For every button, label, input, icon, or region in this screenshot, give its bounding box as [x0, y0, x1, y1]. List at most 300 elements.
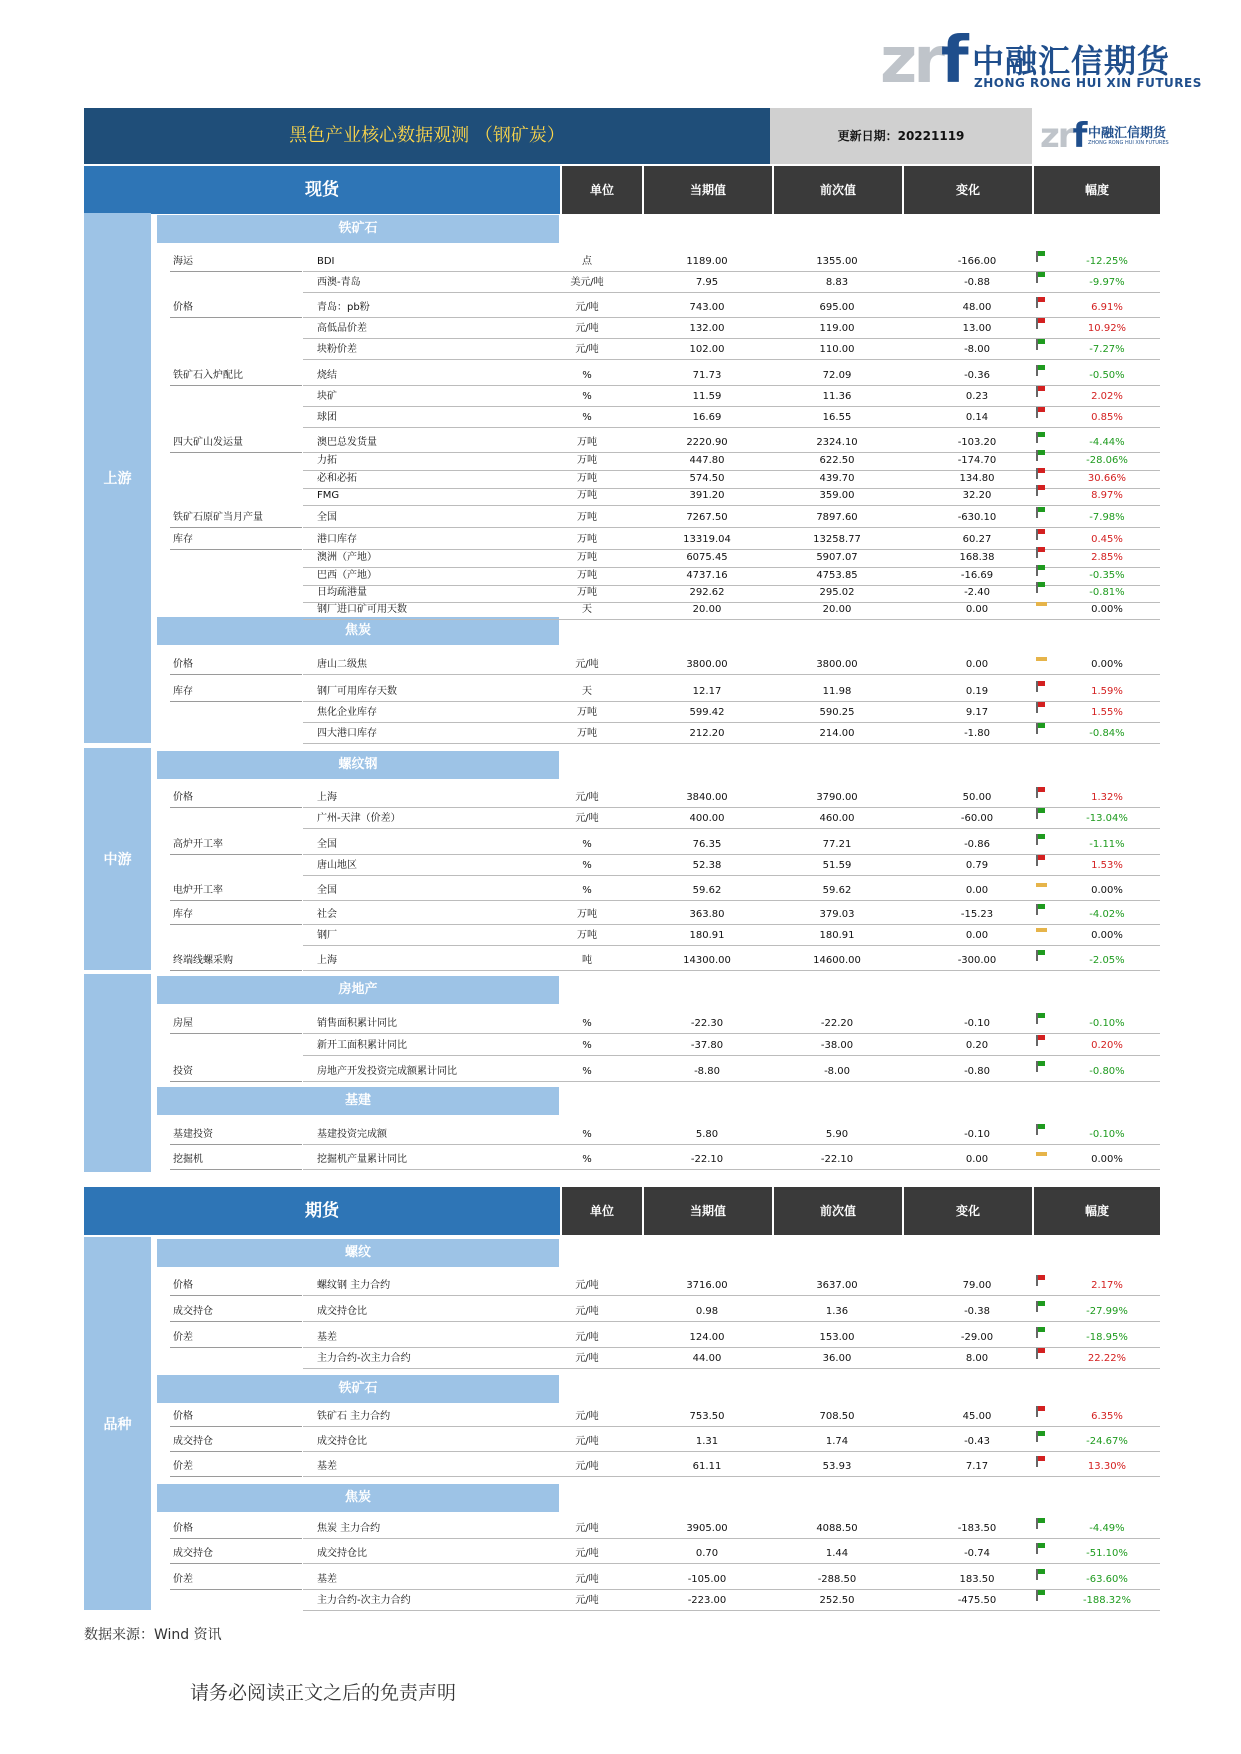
- flag-up-icon: [1036, 855, 1038, 866]
- flag-up-icon: [1036, 1275, 1038, 1286]
- table-row: [157, 787, 1160, 808]
- logo-en-name: ZHONG RONG HUI XIN FUTURES: [974, 76, 1202, 90]
- row-change: 0.19: [965, 686, 989, 697]
- row-change: -15.23: [960, 909, 994, 920]
- category-band: 铁矿石: [157, 215, 559, 243]
- category-underline: [170, 1538, 302, 1539]
- row-current-value: 16.69: [692, 412, 722, 423]
- flag-down-icon: [1036, 1543, 1038, 1554]
- row-pct: -12.25%: [1086, 256, 1128, 267]
- row-current-value: 132.00: [689, 323, 725, 334]
- row-unit: 元/吨: [575, 323, 599, 334]
- row-unit: 万吨: [577, 728, 597, 739]
- row-underline: [303, 1451, 1160, 1452]
- table-row: [157, 599, 1160, 620]
- row-item: 焦炭 主力合约: [317, 1523, 381, 1534]
- row-item: 螺纹钢 主力合约: [317, 1280, 391, 1291]
- row-underline: [303, 1144, 1160, 1145]
- row-pct: -9.97%: [1089, 277, 1125, 288]
- row-unit: 元/吨: [575, 659, 599, 670]
- row-unit: 元/吨: [575, 302, 599, 313]
- row-pct: -7.27%: [1089, 344, 1125, 355]
- category-band: 基建: [157, 1087, 559, 1115]
- small-logo-cn: 中融汇信期货: [1088, 126, 1167, 141]
- row-current-value: 743.00: [689, 302, 725, 313]
- category-band: 焦炭: [157, 617, 559, 645]
- table-row: [157, 507, 1160, 528]
- update-date: 更新日期：20221119: [770, 108, 1032, 164]
- row-item: 烧结: [317, 370, 337, 381]
- row-pct: 1.53%: [1091, 860, 1123, 871]
- row-unit: %: [582, 860, 592, 871]
- flag-down-icon: [1036, 808, 1038, 819]
- row-previous-value: 5.90: [825, 1129, 849, 1140]
- row-current-value: 20.00: [692, 604, 722, 615]
- flag-up-icon: [1036, 702, 1038, 713]
- row-item: 港口库存: [317, 534, 357, 545]
- row-item: 社会: [317, 909, 337, 920]
- company-logo: [880, 24, 1202, 98]
- row-pct: 2.17%: [1091, 1280, 1123, 1291]
- row-category: 价格: [173, 1280, 193, 1291]
- row-unit: %: [582, 391, 592, 402]
- row-previous-value: 11.98: [822, 686, 852, 697]
- row-underline: [303, 359, 1160, 360]
- row-previous-value: 708.50: [819, 1411, 855, 1422]
- row-unit: 天: [582, 686, 592, 697]
- row-change: 7.17: [965, 1461, 989, 1472]
- category-underline: [170, 970, 302, 971]
- row-change: -166.00: [957, 256, 997, 267]
- row-current-value: -8.80: [694, 1066, 720, 1077]
- col-change: 变化: [904, 166, 1032, 214]
- row-previous-value: 460.00: [819, 813, 855, 824]
- row-change: 45.00: [962, 1411, 992, 1422]
- row-unit: 万吨: [577, 437, 597, 448]
- flag-up-icon: [1036, 547, 1038, 558]
- row-item: 球团: [317, 412, 337, 423]
- row-current-value: 212.20: [689, 728, 725, 739]
- row-unit: 美元/吨: [570, 277, 604, 288]
- flag-up-icon: [1036, 1406, 1038, 1417]
- row-change: -475.50: [957, 1595, 997, 1606]
- row-unit: 万吨: [577, 490, 597, 501]
- row-pct: 0.00%: [1091, 659, 1123, 670]
- category-underline: [170, 1144, 302, 1145]
- col-previous: 前次值: [774, 166, 902, 214]
- row-current-value: -37.80: [690, 1040, 724, 1051]
- category-underline: [170, 674, 302, 675]
- row-pct: -27.99%: [1086, 1306, 1128, 1317]
- row-underline: [303, 1538, 1160, 1539]
- row-change: 9.17: [965, 707, 989, 718]
- region-block: 上游: [84, 213, 151, 743]
- row-unit: 万吨: [577, 534, 597, 545]
- row-unit: 万吨: [577, 707, 597, 718]
- row-pct: 0.20%: [1091, 1040, 1123, 1051]
- category-underline: [170, 1295, 302, 1296]
- row-change: -0.74: [964, 1548, 990, 1559]
- row-current-value: 292.62: [689, 587, 725, 598]
- row-unit: 万吨: [577, 587, 597, 598]
- row-pct: -51.10%: [1086, 1548, 1128, 1559]
- row-previous-value: 14600.00: [813, 955, 861, 966]
- row-underline: [303, 1563, 1160, 1564]
- row-pct: 13.30%: [1087, 1461, 1127, 1472]
- row-previous-value: 1.44: [825, 1548, 849, 1559]
- row-underline: [303, 1610, 1160, 1611]
- row-category: 房屋: [173, 1018, 193, 1029]
- row-previous-value: 439.70: [819, 473, 855, 484]
- row-unit: 元/吨: [575, 1461, 599, 1472]
- row-item: 主力合约-次主力合约: [317, 1353, 411, 1364]
- row-unit: 元/吨: [575, 813, 599, 824]
- row-pct: -4.49%: [1089, 1523, 1125, 1534]
- table-row: [157, 681, 1160, 702]
- table-row: [157, 365, 1160, 386]
- row-current-value: 7.95: [695, 277, 719, 288]
- flat-bar-icon: [1036, 654, 1038, 665]
- flag-down-icon: [1036, 1013, 1038, 1024]
- row-unit: %: [582, 412, 592, 423]
- row-unit: 元/吨: [575, 1411, 599, 1422]
- row-previous-value: 1.36: [825, 1306, 849, 1317]
- row-unit: 万吨: [577, 473, 597, 484]
- row-current-value: 52.38: [692, 860, 722, 871]
- row-pct: 0.00%: [1091, 930, 1123, 941]
- table-row: [157, 1149, 1160, 1170]
- row-category: 价格: [173, 302, 193, 313]
- flat-bar-icon: [1036, 880, 1038, 891]
- row-underline: [303, 505, 1160, 506]
- region-block: [84, 974, 151, 1172]
- row-previous-value: 16.55: [822, 412, 852, 423]
- row-item: 钢厂: [317, 930, 337, 941]
- flag-down-icon: [1036, 365, 1038, 376]
- row-pct: 0.85%: [1091, 412, 1123, 423]
- row-unit: %: [582, 1154, 592, 1165]
- row-previous-value: 252.50: [819, 1595, 855, 1606]
- row-previous-value: 295.02: [819, 587, 855, 598]
- table-row: [157, 1518, 1160, 1539]
- futures-header: [84, 1187, 1160, 1235]
- col-current: 当期值: [644, 1187, 772, 1235]
- table-row: [157, 272, 1160, 293]
- row-change: 134.80: [959, 473, 995, 484]
- row-item: 基差: [317, 1332, 337, 1343]
- row-item: 巴西（产地）: [317, 570, 377, 581]
- row-previous-value: 695.00: [819, 302, 855, 313]
- row-unit: 万吨: [577, 512, 597, 523]
- row-current-value: 4737.16: [686, 570, 728, 581]
- row-pct: 22.22%: [1087, 1353, 1127, 1364]
- row-underline: [303, 900, 1160, 901]
- row-previous-value: 590.25: [819, 707, 855, 718]
- flag-down-icon: [1036, 432, 1038, 443]
- flag-down-icon: [1036, 1124, 1038, 1135]
- row-previous-value: 359.00: [819, 490, 855, 501]
- table-row: [157, 1456, 1160, 1477]
- col-previous: 前次值: [774, 1187, 902, 1235]
- row-item: 房地产开发投资完成额累计同比: [317, 1066, 457, 1077]
- row-category: 终端线螺采购: [173, 955, 233, 966]
- row-underline: [303, 427, 1160, 428]
- row-underline: [303, 743, 1160, 744]
- row-category: 库存: [173, 534, 193, 545]
- category-underline: [170, 1321, 302, 1322]
- flag-down-icon: [1036, 272, 1038, 283]
- row-current-value: 13319.04: [683, 534, 731, 545]
- row-current-value: 12.17: [692, 686, 722, 697]
- row-previous-value: 72.09: [822, 370, 852, 381]
- row-previous-value: 5907.07: [816, 552, 858, 563]
- row-pct: 6.35%: [1091, 1411, 1123, 1422]
- row-change: -0.88: [964, 277, 990, 288]
- row-unit: 万吨: [577, 909, 597, 920]
- row-current-value: 7267.50: [686, 512, 728, 523]
- row-change: -60.00: [960, 813, 994, 824]
- row-unit: %: [582, 370, 592, 381]
- row-previous-value: -8.00: [824, 1066, 850, 1077]
- row-category: 库存: [173, 686, 193, 697]
- row-pct: -7.98%: [1089, 512, 1125, 523]
- category-band: 焦炭: [157, 1484, 559, 1512]
- row-previous-value: 2324.10: [816, 437, 858, 448]
- row-current-value: 3716.00: [686, 1280, 728, 1291]
- row-previous-value: 622.50: [819, 455, 855, 466]
- row-current-value: 102.00: [689, 344, 725, 355]
- row-unit: 元/吨: [575, 1332, 599, 1343]
- row-current-value: 11.59: [692, 391, 722, 402]
- table-row: [157, 950, 1160, 971]
- row-current-value: 59.62: [692, 885, 722, 896]
- flag-down-icon: [1036, 339, 1038, 350]
- row-pct: 1.59%: [1091, 686, 1123, 697]
- col-unit: 单位: [562, 1187, 642, 1235]
- row-change: 168.38: [959, 552, 995, 563]
- row-pct: 2.02%: [1091, 391, 1123, 402]
- row-previous-value: 53.93: [822, 1461, 852, 1472]
- row-change: -174.70: [957, 455, 997, 466]
- flat-bar-icon: [1036, 599, 1038, 610]
- category-band: 螺纹: [157, 1239, 559, 1267]
- row-change: -0.80: [964, 1066, 990, 1077]
- row-unit: 吨: [582, 955, 592, 966]
- row-pct: 8.97%: [1091, 490, 1123, 501]
- table-row: [157, 407, 1160, 428]
- flag-down-icon: [1036, 1590, 1038, 1601]
- table-row: [157, 1406, 1160, 1427]
- row-item: 钢厂可用库存天数: [317, 686, 397, 697]
- flag-down-icon: [1036, 1431, 1038, 1442]
- row-underline: [303, 945, 1160, 946]
- row-item: 销售面积累计同比: [317, 1018, 397, 1029]
- row-current-value: 0.70: [695, 1548, 719, 1559]
- row-change: 0.00: [965, 930, 989, 941]
- row-category: 四大矿山发运量: [173, 437, 243, 448]
- row-item: 新开工面积累计同比: [317, 1040, 407, 1051]
- row-current-value: 14300.00: [683, 955, 731, 966]
- row-item: 全国: [317, 512, 337, 523]
- row-change: 0.00: [965, 604, 989, 615]
- table-row: [157, 1035, 1160, 1056]
- row-pct: 0.00%: [1091, 885, 1123, 896]
- row-unit: 元/吨: [575, 792, 599, 803]
- row-current-value: 391.20: [689, 490, 725, 501]
- row-change: 183.50: [959, 1574, 995, 1585]
- row-change: 0.00: [965, 659, 989, 670]
- category-underline: [170, 1563, 302, 1564]
- row-item: BDI: [317, 256, 335, 267]
- flag-up-icon: [1036, 1348, 1038, 1359]
- table-row: [157, 1061, 1160, 1082]
- row-previous-value: -38.00: [820, 1040, 854, 1051]
- row-pct: 1.55%: [1091, 707, 1123, 718]
- row-unit: 元/吨: [575, 1523, 599, 1534]
- row-category: 价格: [173, 1411, 193, 1422]
- category-underline: [170, 1033, 302, 1034]
- row-current-value: 6075.45: [686, 552, 728, 563]
- flat-bar-icon: [1036, 925, 1038, 936]
- row-category: 成交持仓: [173, 1306, 213, 1317]
- row-previous-value: 214.00: [819, 728, 855, 739]
- table-row: [157, 1431, 1160, 1452]
- row-category: 价差: [173, 1461, 193, 1472]
- row-item: 全国: [317, 839, 337, 850]
- row-previous-value: 7897.60: [816, 512, 858, 523]
- row-item: 块粉价差: [317, 344, 357, 355]
- flag-down-icon: [1036, 1569, 1038, 1580]
- row-item: 澳巴总发货量: [317, 437, 377, 448]
- row-change: 60.27: [962, 534, 992, 545]
- row-previous-value: -22.10: [820, 1154, 854, 1165]
- flag-up-icon: [1036, 1035, 1038, 1046]
- row-item: FMG: [317, 490, 340, 501]
- small-logo-mark: zrf: [1040, 116, 1086, 156]
- row-change: -16.69: [960, 570, 994, 581]
- table-row: [157, 297, 1160, 318]
- row-change: -0.86: [964, 839, 990, 850]
- row-underline: [303, 875, 1160, 876]
- row-change: 32.20: [962, 490, 992, 501]
- table-row: [157, 1543, 1160, 1564]
- row-current-value: 1189.00: [686, 256, 728, 267]
- row-unit: 元/吨: [575, 1353, 599, 1364]
- table-row: [157, 339, 1160, 360]
- row-pct: -0.10%: [1089, 1018, 1125, 1029]
- row-unit: %: [582, 1018, 592, 1029]
- row-previous-value: 77.21: [822, 839, 852, 850]
- row-item: 力拓: [317, 455, 337, 466]
- row-unit: 元/吨: [575, 1306, 599, 1317]
- row-category: 价差: [173, 1332, 193, 1343]
- row-item: 基差: [317, 1461, 337, 1472]
- data-source: 数据来源：Wind 资讯: [84, 1627, 222, 1643]
- row-previous-value: -288.50: [817, 1574, 857, 1585]
- row-item: 西澳-青岛: [317, 277, 361, 288]
- row-item: 青岛：pb粉: [317, 302, 370, 313]
- row-pct: 0.00%: [1091, 604, 1123, 615]
- row-previous-value: 20.00: [822, 604, 852, 615]
- row-current-value: 1.31: [695, 1436, 719, 1447]
- spot-header: [84, 166, 1160, 214]
- row-category: 投资: [173, 1066, 193, 1077]
- row-unit: 元/吨: [575, 344, 599, 355]
- row-previous-value: 36.00: [822, 1353, 852, 1364]
- row-pct: 2.85%: [1091, 552, 1123, 563]
- row-unit: 元/吨: [575, 1280, 599, 1291]
- table-row: [157, 855, 1160, 876]
- col-pct: 幅度: [1034, 1187, 1160, 1235]
- row-previous-value: 3800.00: [816, 659, 858, 670]
- row-previous-value: 59.62: [822, 885, 852, 896]
- row-previous-value: 4088.50: [816, 1523, 858, 1534]
- row-previous-value: 3637.00: [816, 1280, 858, 1291]
- row-current-value: 574.50: [689, 473, 725, 484]
- row-item: 澳洲（产地）: [317, 552, 377, 563]
- row-current-value: -223.00: [687, 1595, 727, 1606]
- row-current-value: -22.10: [690, 1154, 724, 1165]
- row-change: 79.00: [962, 1280, 992, 1291]
- table-row: [157, 702, 1160, 723]
- row-category: 电炉开工率: [173, 885, 223, 896]
- flag-up-icon: [1036, 468, 1038, 479]
- row-previous-value: 1.74: [825, 1436, 849, 1447]
- row-pct: -0.10%: [1089, 1129, 1125, 1140]
- table-row: [157, 834, 1160, 855]
- table-row: [157, 485, 1160, 506]
- row-pct: -24.67%: [1086, 1436, 1128, 1447]
- row-current-value: -22.30: [690, 1018, 724, 1029]
- row-item: 四大港口库存: [317, 728, 377, 739]
- flag-up-icon: [1036, 318, 1038, 329]
- row-item: 唐山地区: [317, 860, 357, 871]
- row-pct: -18.95%: [1086, 1332, 1128, 1343]
- row-underline: [303, 527, 1160, 528]
- row-category: 成交持仓: [173, 1436, 213, 1447]
- row-previous-value: 11.36: [822, 391, 852, 402]
- row-item: 钢厂进口矿可用天数: [317, 604, 407, 615]
- row-change: 0.14: [965, 412, 989, 423]
- row-pct: 30.66%: [1087, 473, 1127, 484]
- row-item: 成交持仓比: [317, 1306, 367, 1317]
- disclaimer: 请务必阅读正文之后的免责声明: [190, 1682, 457, 1704]
- row-underline: [303, 674, 1160, 675]
- row-underline: [303, 619, 1160, 620]
- row-pct: 0.45%: [1091, 534, 1123, 545]
- flat-bar-icon: [1036, 1149, 1038, 1160]
- region-block: 中游: [84, 748, 151, 970]
- row-item: 上海: [317, 792, 337, 803]
- row-pct: 10.92%: [1087, 323, 1127, 334]
- table-row: [157, 1590, 1160, 1611]
- category-underline: [170, 1476, 302, 1477]
- flag-up-icon: [1036, 529, 1038, 540]
- row-category: 海运: [173, 256, 193, 267]
- row-unit: %: [582, 885, 592, 896]
- category-band: 铁矿石: [157, 1375, 559, 1403]
- row-change: -29.00: [960, 1332, 994, 1343]
- row-unit: 万吨: [577, 570, 597, 581]
- row-item: 基建投资完成额: [317, 1129, 387, 1140]
- table-row: [157, 723, 1160, 744]
- small-logo-en: ZHONG RONG HUI XIN FUTURES: [1088, 140, 1169, 146]
- category-underline: [170, 1426, 302, 1427]
- row-item: 高低品价差: [317, 323, 367, 334]
- row-underline: [303, 828, 1160, 829]
- row-pct: -13.04%: [1086, 813, 1128, 824]
- row-category: 价格: [173, 659, 193, 670]
